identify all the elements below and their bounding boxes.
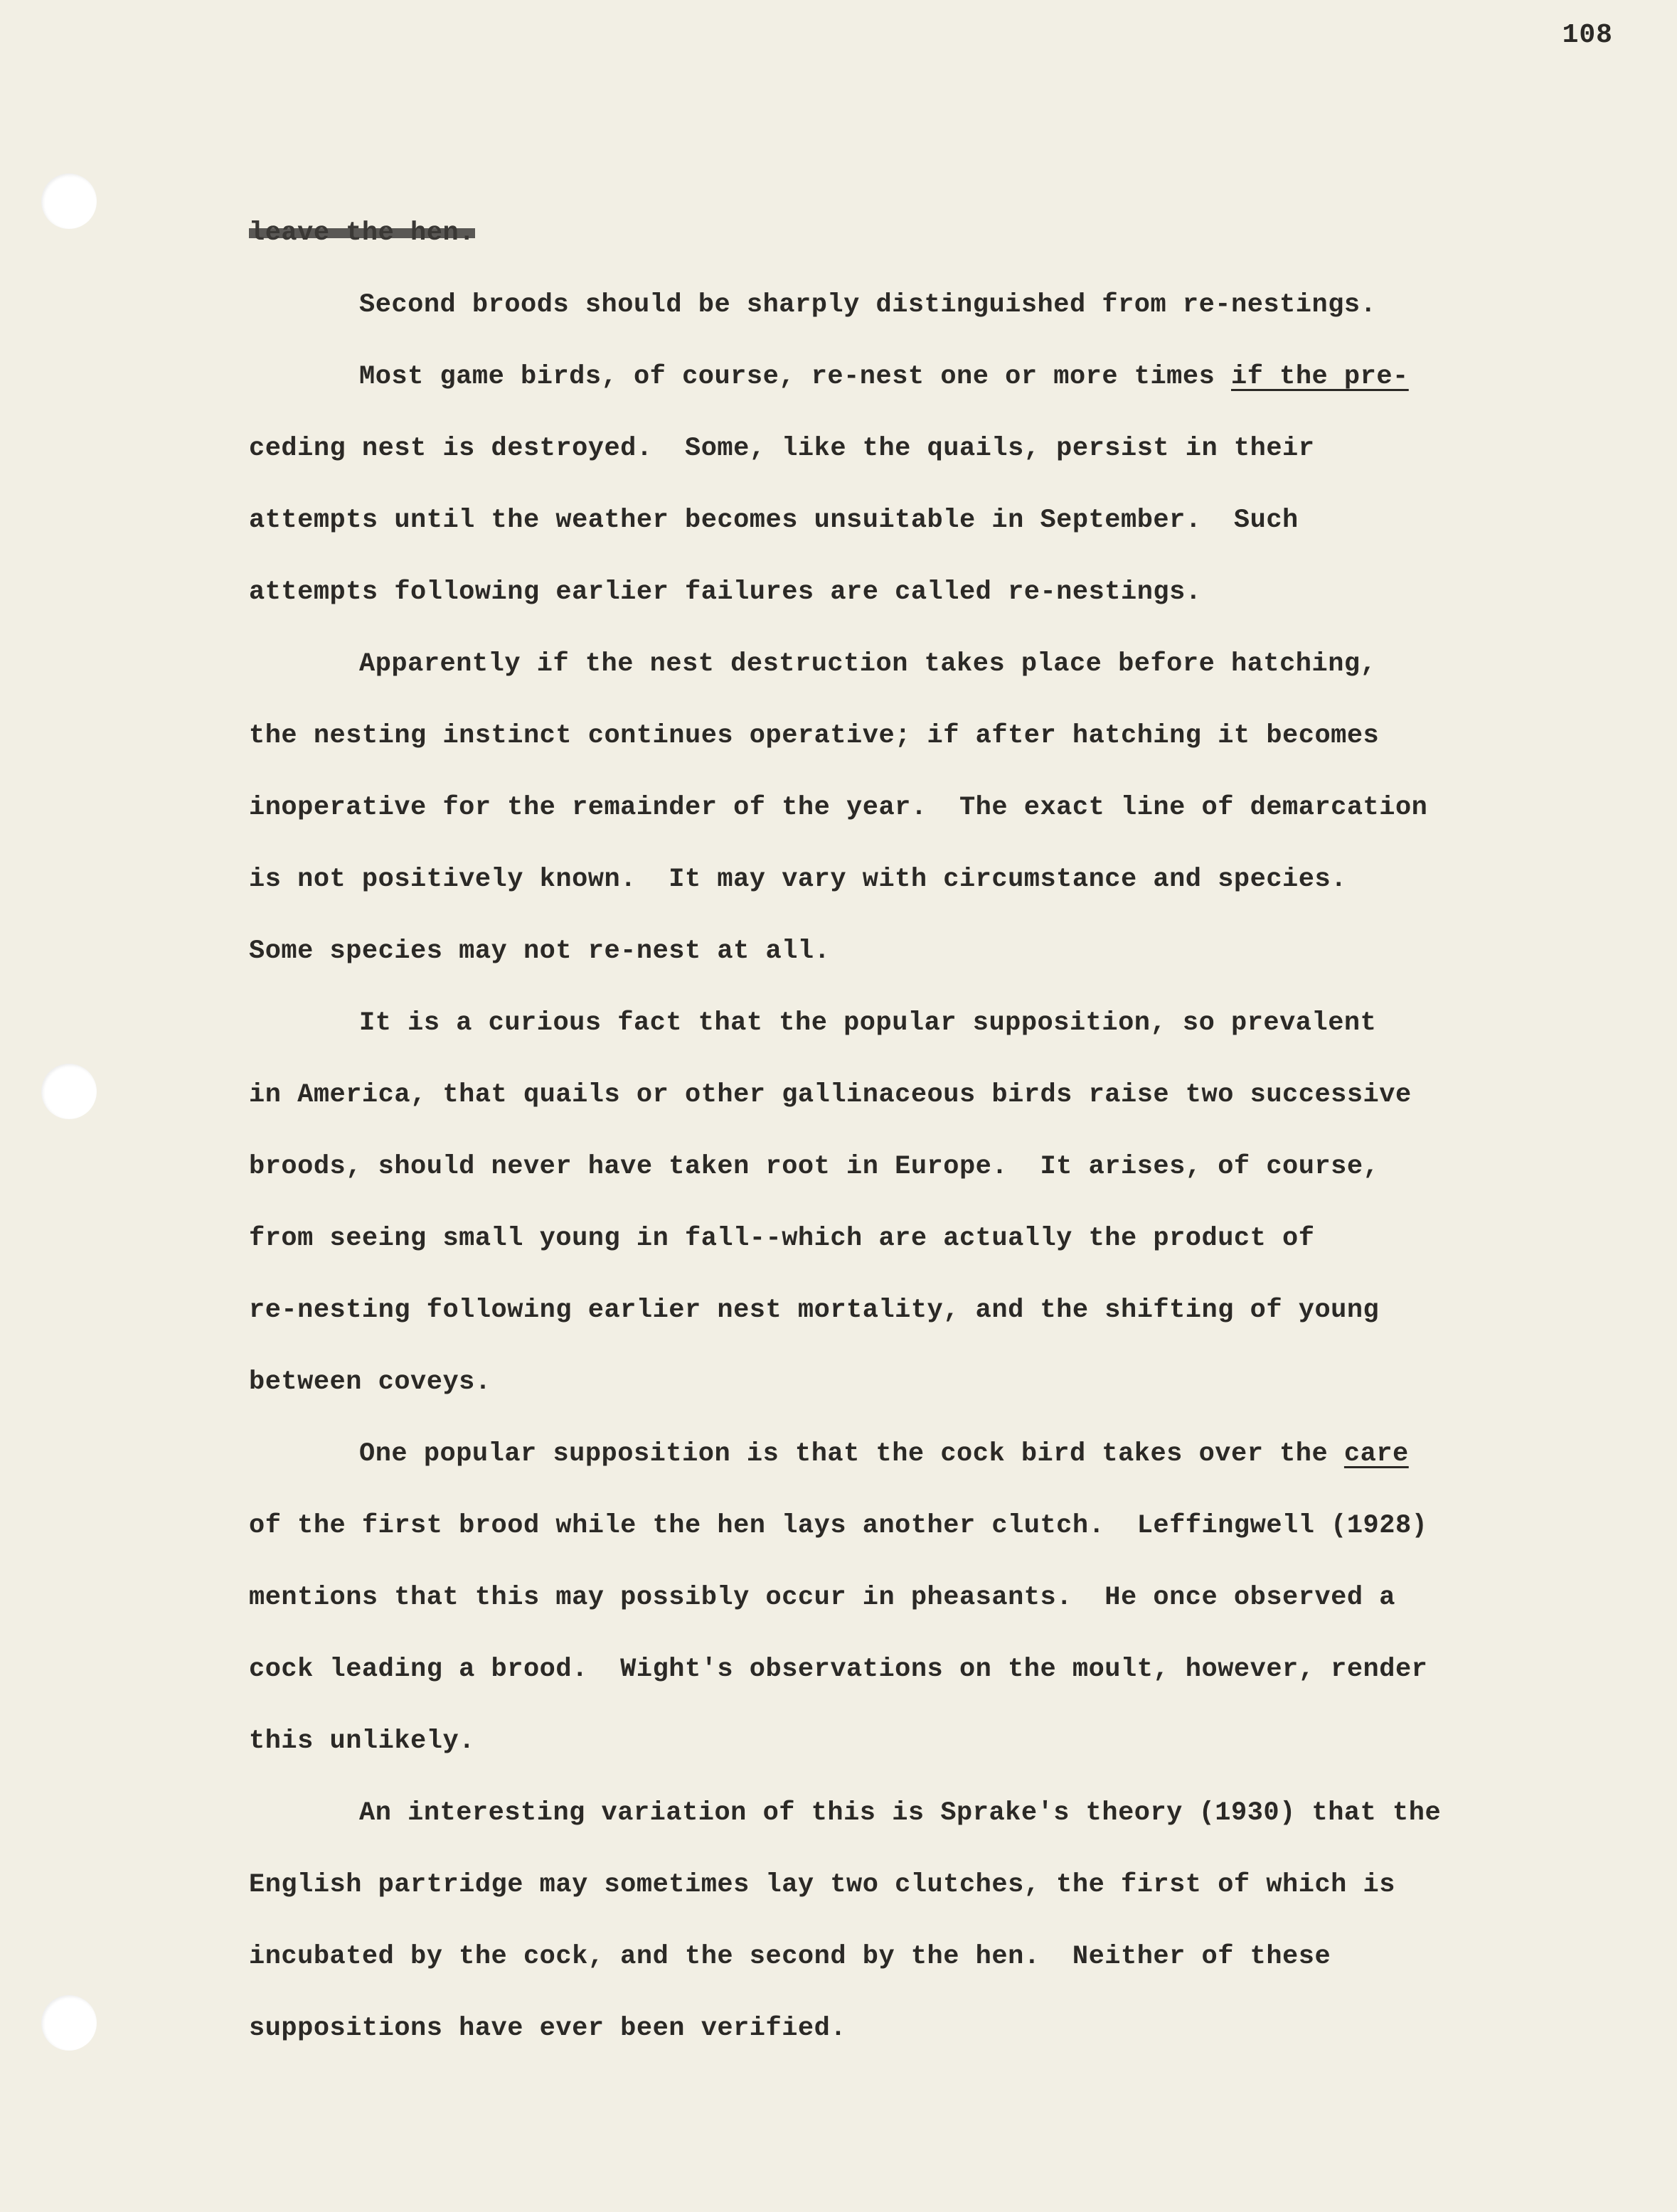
- text-line: suppositions have ever been verified.: [249, 2014, 847, 2043]
- text-line: mentions that this may possibly occur in pheasants. He once observed a: [249, 1583, 1395, 1613]
- typed-text-body: [249, 198, 1600, 2065]
- text-line: Apparently if the nest destruction takes place before hatching,: [359, 649, 1377, 679]
- text-segment: One popular supposition is that the cock bird takes over the: [359, 1439, 1344, 1469]
- text-line: re-nesting following earlier nest mortality, and the shifting of young: [249, 1295, 1380, 1325]
- text-line: from seeing small young in fall--which are actually the product of: [249, 1224, 1315, 1254]
- text-line: incubated by the cock, and the second by the hen. Neither of these: [249, 1942, 1331, 1972]
- text-line: in America, that quails or other gallinaceous birds raise two successive: [249, 1080, 1412, 1110]
- text-line: broods, should never have taken root in Europe. It arises, of course,: [249, 1152, 1380, 1182]
- text-line: the nesting instinct continues operative; if after hatching it becomes: [249, 721, 1380, 751]
- text-line: cock leading a brood. Wight's observations on the moult, however, render: [249, 1655, 1428, 1684]
- page-number: 108: [1562, 20, 1613, 50]
- text-line: between coveys.: [249, 1367, 491, 1397]
- text-line: [249, 198, 1600, 269]
- text-line: is not positively known. It may vary with circumstance and species.: [249, 865, 1347, 894]
- underlined-text: if the pre-: [1231, 362, 1409, 392]
- text-line: of the first brood while the hen lays another clutch. Leffingwell (1928): [249, 1511, 1428, 1541]
- text-line: [249, 1418, 1600, 1490]
- text-line: [249, 341, 1600, 413]
- text-line: Second broods should be sharply distinguished from re-nestings.: [359, 290, 1377, 320]
- punch-hole: [41, 1064, 97, 1119]
- text-line: ceding nest is destroyed. Some, like the quails, persist in their: [249, 434, 1315, 464]
- punch-hole: [41, 1995, 97, 2051]
- text-line: English partridge may sometimes lay two clutches, the first of which is: [249, 1870, 1395, 1900]
- text-line: An interesting variation of this is Sprake's theory (1930) that the: [359, 1798, 1442, 1828]
- text-line: inoperative for the remainder of the year. The exact line of demarcation: [249, 793, 1428, 823]
- punch-hole: [41, 173, 97, 229]
- text-line: It is a curious fact that the popular supposition, so prevalent: [359, 1008, 1377, 1038]
- text-segment: Most game birds, of course, re-nest one or more times: [359, 362, 1231, 392]
- text-line: attempts following earlier failures are called re-nestings.: [249, 577, 1202, 607]
- text-line: this unlikely.: [249, 1726, 475, 1756]
- text-line: Some species may not re-nest at all.: [249, 936, 831, 966]
- struck-text: leave the hen.: [249, 218, 475, 248]
- underlined-text: care: [1343, 1439, 1409, 1469]
- text-line: attempts until the weather becomes unsuitable in September. Such: [249, 506, 1299, 535]
